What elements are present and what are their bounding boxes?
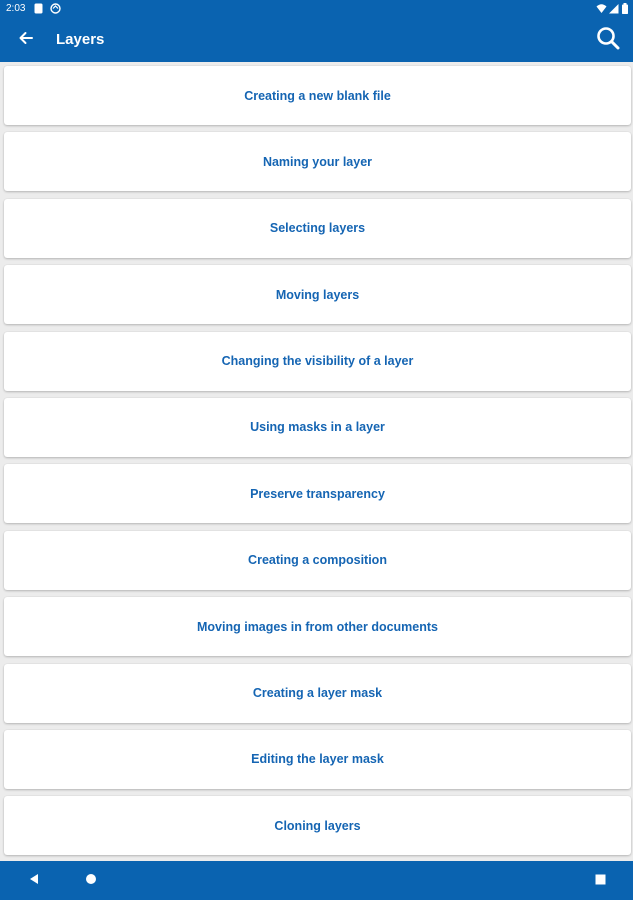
topic-card[interactable] [4,464,631,523]
topic-label: Using masks in a layer [250,420,385,435]
topic-label: Creating a composition [248,553,387,568]
app-bar [0,18,633,62]
topic-card[interactable] [4,66,631,125]
topic-label: Editing the layer mask [251,752,384,767]
topic-card[interactable] [4,796,631,855]
topic-list [4,66,631,863]
topic-label: Selecting layers [269,221,366,236]
search-icon [596,26,620,55]
topic-card[interactable] [4,265,631,324]
search-button[interactable] [595,27,621,53]
topic-card[interactable] [4,199,631,258]
topic-card[interactable] [4,332,631,391]
status-time: 2:03 [6,3,26,14]
topic-label: Cloning layers [274,818,361,833]
arrow-left-icon [18,30,34,51]
topic-label: Moving layers [275,287,360,302]
back-triangle-icon [28,872,40,890]
topic-card[interactable] [4,730,631,789]
battery-icon [622,3,628,17]
topic-card[interactable] [4,398,631,457]
system-nav-bar [0,861,633,900]
topic-label: Naming your layer [262,154,373,169]
topic-label: Creating a new blank file [244,88,391,103]
signal-icon [609,3,619,17]
sync-icon [50,3,61,17]
home-circle-icon [85,872,97,890]
topic-card[interactable] [4,132,631,191]
nav-recents-button[interactable] [591,872,609,890]
topic-card[interactable] [4,597,631,656]
status-bar [0,0,633,18]
nav-home-button[interactable] [82,872,100,890]
topic-label: Creating a layer mask [252,686,383,701]
back-button[interactable] [14,28,38,52]
recents-square-icon [595,872,606,890]
nav-back-button[interactable] [25,872,43,890]
topic-card[interactable] [4,664,631,723]
wifi-icon [596,3,607,17]
page-title: Layers [56,31,105,48]
topic-label: Changing the visibility of a layer [221,354,414,369]
topic-card[interactable] [4,531,631,590]
notification-icon [34,3,43,17]
topic-label: Preserve transparency [250,486,385,501]
topic-label: Moving images in from other documents [197,619,438,634]
